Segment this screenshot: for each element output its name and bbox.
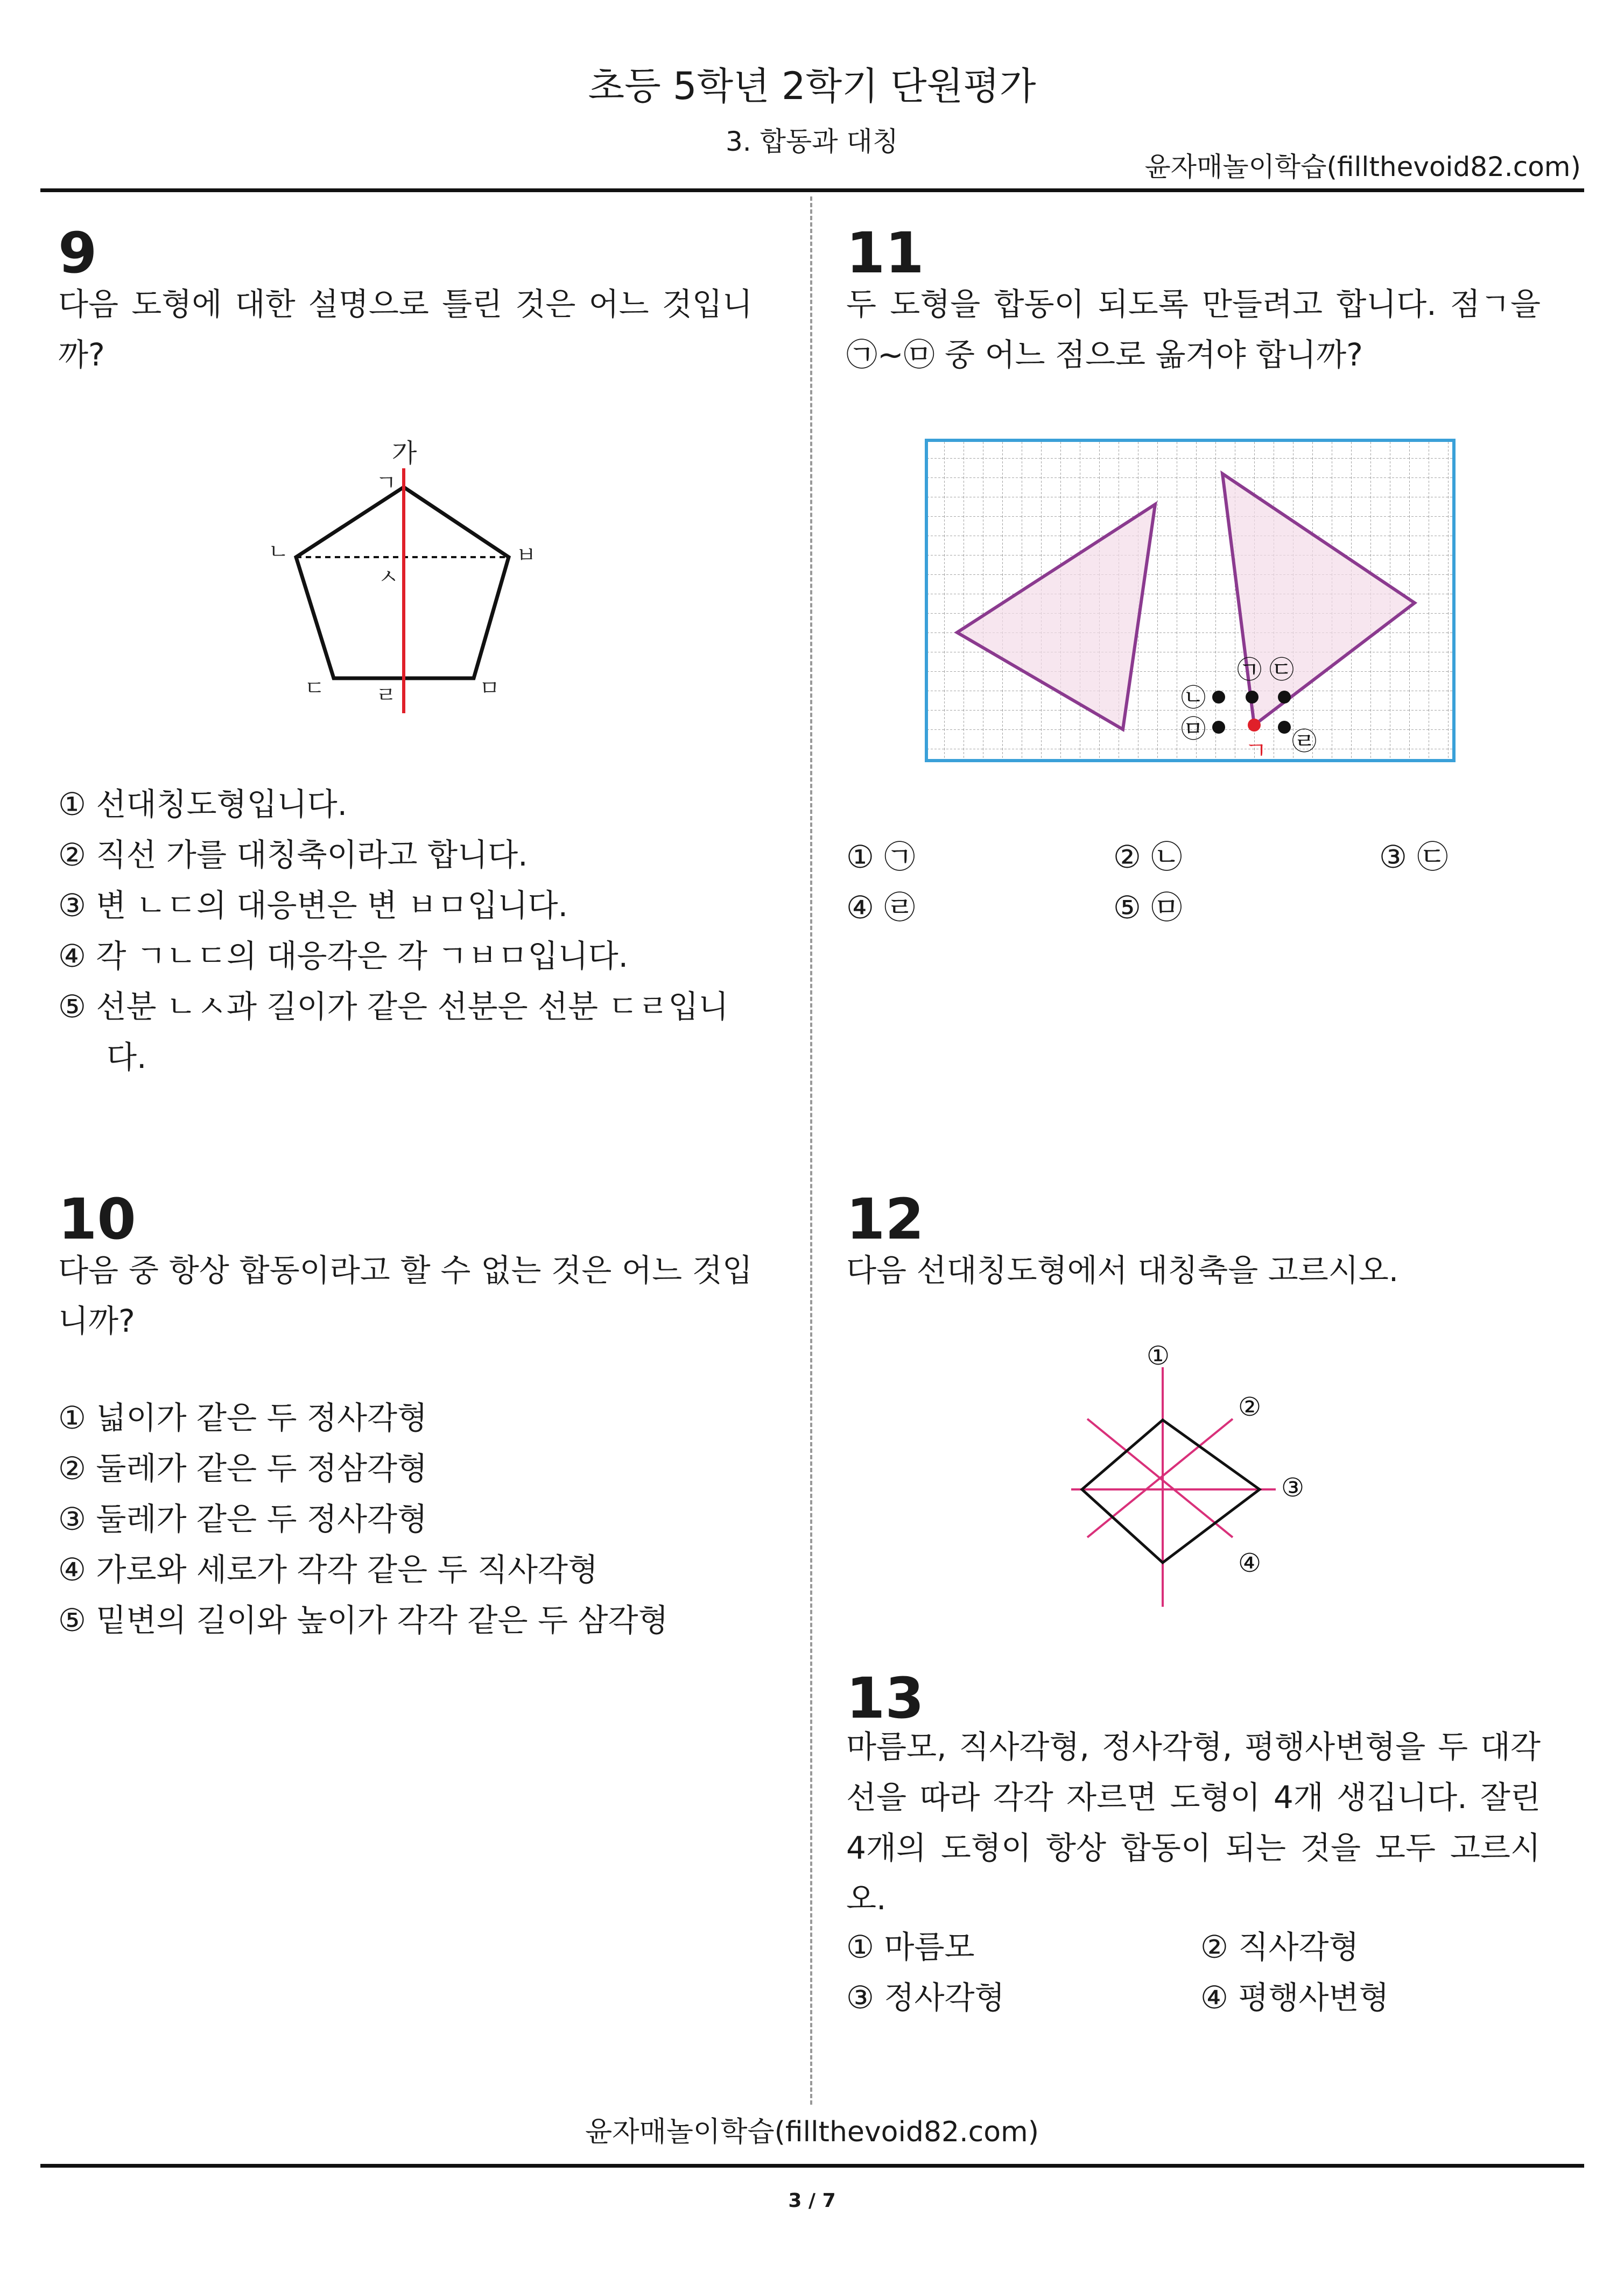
q10-option-1[interactable]: ① 넓이가 같은 두 정사각형: [58, 1400, 428, 1436]
q9-label-axis: 가: [392, 438, 417, 468]
q11-point-2: [1212, 691, 1225, 704]
q11-option-3[interactable]: ③ ㉢: [1379, 839, 1449, 875]
page-number: 3 / 7: [788, 2190, 836, 2212]
q10-option-5[interactable]: ⑤ 밑변의 길이와 높이가 각각 같은 두 삼각형: [58, 1602, 669, 1639]
q12-rhombus-figure: [1071, 1340, 1340, 1609]
q11-label-p3: ㉢: [1269, 655, 1294, 684]
q12-label-3: ③: [1281, 1473, 1305, 1503]
q11-option-5[interactable]: ⑤ ㉤: [1113, 889, 1183, 926]
q9-label-s: ㅅ: [378, 565, 399, 589]
q9-label-r: ㄹ: [376, 683, 397, 708]
q9-text: 다음 도형에 대한 설명으로 틀린 것은 어느 것입니까?: [58, 286, 753, 373]
q11-option-2[interactable]: ② ㉡: [1113, 839, 1183, 875]
q11-option-1[interactable]: ① ㉠: [846, 839, 916, 875]
q13-option-1[interactable]: ① 마름모: [846, 1929, 975, 1965]
q10-options: [58, 1393, 753, 1646]
q9-options: [58, 779, 753, 1082]
q11-label-g: ㄱ: [1245, 737, 1268, 764]
q11-number: 11: [846, 220, 924, 286]
q11-point-g: [1248, 719, 1261, 732]
q10-number: 10: [58, 1186, 136, 1252]
footer-rule: [40, 2164, 1584, 2168]
header-rule: [40, 188, 1584, 192]
unit-subtitle: 3. 합동과 대칭: [726, 126, 898, 157]
q9-label-n: ㄴ: [268, 539, 289, 564]
q11-text: 두 도형을 합동이 되도록 만들려고 합니다. 점ㄱ을 ㉠~㉤ 중 어느 점으로 옮겨야 합니까?: [846, 286, 1541, 373]
q9-label-m: ㅁ: [479, 676, 500, 701]
q9-label-d: ㄷ: [304, 676, 325, 701]
q9-option-5[interactable]: ⑤ 선분 ㄴㅅ과 길이가 같은 선분은 선분 ㄷㄹ입니다.: [58, 988, 729, 1075]
q13-text: 마름모, 직사각형, 정사각형, 평행사변형을 두 대각선을 따라 각각 자르면 도형이 4개 생깁니다. 잘린 4개의 도형이 항상 합동이 되는 것을 모두 고르시오.: [846, 1728, 1541, 1917]
q9-option-1[interactable]: ① 선대칭도형입니다.: [58, 786, 348, 822]
q9-option-3[interactable]: ③ 변 ㄴㄷ의 대응변은 변 ㅂㅁ입니다.: [58, 887, 568, 924]
q12-text: 다음 선대칭도형에서 대칭축을 고르시오.: [846, 1252, 1399, 1289]
q12-label-1: ①: [1147, 1341, 1170, 1371]
q13-option-3[interactable]: ③ 정사각형: [846, 1979, 1005, 2016]
q9-label-g: ㄱ: [376, 470, 397, 495]
q10-text: 다음 중 항상 합동이라고 할 수 없는 것은 어느 것입니까?: [58, 1252, 753, 1339]
q9-label-b: ㅂ: [516, 543, 537, 568]
q12-label-4: ④: [1238, 1548, 1262, 1578]
q11-label-p4: ㉣: [1292, 727, 1317, 756]
q13-option-4[interactable]: ④ 평행사변형: [1200, 1979, 1389, 2016]
q13-option-2[interactable]: ② 직사각형: [1200, 1929, 1359, 1965]
q10-option-2[interactable]: ② 둘레가 같은 두 정삼각형: [58, 1450, 428, 1487]
q11-point-4: [1278, 721, 1291, 734]
header-site: 윤자매놀이학습(fillthevoid82.com): [1144, 151, 1581, 182]
page-title: 초등 5학년 2학기 단원평가: [588, 64, 1036, 108]
footer-site: 윤자매놀이학습(fillthevoid82.com): [585, 2116, 1039, 2148]
q11-point-3: [1278, 691, 1291, 704]
q11-option-4[interactable]: ④ ㉣: [846, 889, 916, 926]
q9-option-2[interactable]: ② 직선 가를 대칭축이라고 합니다.: [58, 836, 528, 873]
q11-point-5: [1212, 721, 1225, 734]
q9-number: 9: [58, 220, 97, 286]
q12-number: 12: [846, 1186, 924, 1252]
q11-point-1: [1246, 691, 1259, 704]
q11-label-p2: ㉡: [1181, 683, 1206, 712]
q11-label-p5: ㉤: [1181, 714, 1206, 743]
q11-label-p1: ㉠: [1237, 655, 1262, 684]
q10-option-3[interactable]: ③ 둘레가 같은 두 정사각형: [58, 1501, 428, 1537]
q13-number: 13: [846, 1665, 924, 1731]
q11-grid-figure: [925, 439, 1458, 764]
q9-pentagon-figure: [258, 431, 581, 732]
q10-option-4[interactable]: ④ 가로와 세로가 각각 같은 두 직사각형: [58, 1551, 599, 1588]
column-divider: [810, 196, 812, 2105]
q9-option-4[interactable]: ④ 각 ㄱㄴㄷ의 대응각은 각 ㄱㅂㅁ입니다.: [58, 938, 629, 974]
q12-label-2: ②: [1238, 1392, 1262, 1422]
q12-rhombus: [1082, 1420, 1260, 1563]
